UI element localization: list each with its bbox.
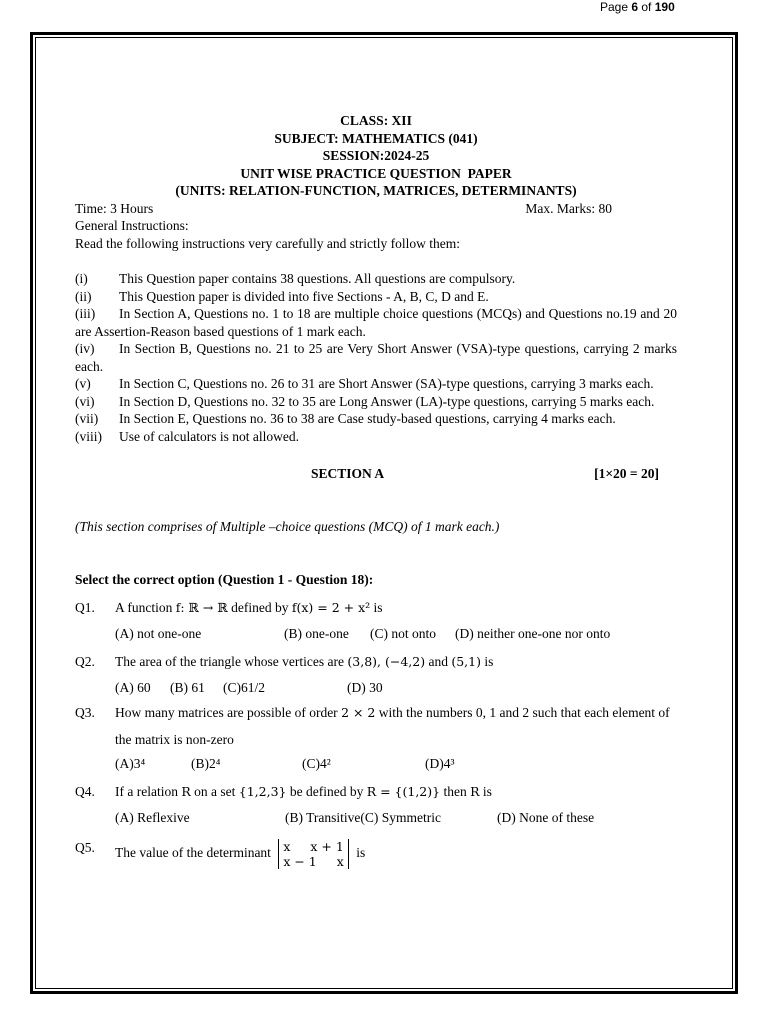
- section-heading: [75, 465, 677, 483]
- instructions-list: [75, 270, 677, 445]
- general-instructions-label: General Instructions:: [75, 218, 189, 233]
- option-a: (A) not one-one: [115, 625, 202, 641]
- option-a: (A) Reflexive: [115, 809, 190, 825]
- option-a: (A) 60: [115, 679, 151, 695]
- option-b: (B) one-one: [284, 625, 349, 641]
- document-content: [75, 112, 677, 869]
- instruction-item: (vii) In Section E, Questions no. 36 to 38 are Case study-based questions, carrying 4 marks each.: [75, 411, 616, 426]
- option-d: (D)4³: [425, 755, 455, 771]
- instruction-item: (ii) This Question paper is divided into five Sections - A, B, C, D and E.: [75, 288, 489, 304]
- instruction-item: (v) In Section C, Questions no. 26 to 31 are Short Answer (SA)-type questions, carrying 3 marks each.: [75, 376, 654, 391]
- question-2: Q2. The area of the triangle whose vertices are (3,8), (−4,2) and (5,1) is: [75, 653, 494, 669]
- instruction-item: (i) This Question paper contains 38 questions. All questions are compulsory.: [75, 271, 516, 286]
- question-4-options: [115, 809, 677, 827]
- question-1: Q1. A function f: ℝ → ℝ defined by f(x) = 2 + x² is: [75, 599, 383, 615]
- determinant: x x + 1 x − 1 x: [278, 839, 349, 869]
- option-d: (D) neither one-one nor onto: [455, 625, 611, 641]
- read-instructions-label: Read the following instructions very carefully and strictly follow them:: [75, 235, 461, 251]
- question-4: Q4. If a relation R on a set {1,2,3} be defined by R = {(1,2)} then R is: [75, 783, 492, 799]
- option-d: (D) None of these: [497, 809, 595, 825]
- instruction-item: (iv) In Section B, Questions no. 21 to 25 are Very Short Answer (VSA)-type questions, carrying 2 marks each.: [75, 341, 677, 374]
- instruction-item: (iii) In Section A, Questions no. 1 to 18 are multiple choice questions (MCQs) and Questions no.19 and 20 are Assertion-Reason based questions of 1 mark each.: [75, 306, 677, 339]
- units-heading: (UNITS: RELATION-FUNCTION, MATRICES, DETERMINANTS): [175, 183, 577, 198]
- question-1-options: [115, 625, 677, 643]
- paper-heading: UNIT WISE PRACTICE QUESTION PAPER: [240, 165, 512, 181]
- question-3: Q3. How many matrices are possible of order 2 × 2 with the numbers 0, 1 and 2 such that each element of the matrix is non-zero: [75, 704, 670, 747]
- question-2-options: [115, 679, 677, 697]
- class-heading: CLASS: XII: [340, 113, 412, 128]
- option-d: (D) 30: [347, 679, 383, 695]
- session-heading: SESSION:2024-25: [322, 148, 430, 163]
- section-note: (This section comprises of Multiple –choice questions (MCQ) of 1 mark each.): [75, 518, 500, 534]
- max-marks-label: Max. Marks: 80: [525, 200, 612, 216]
- page-number: Page 6 of 190: [600, 0, 675, 14]
- subject-heading: SUBJECT: MATHEMATICS (041): [274, 130, 478, 146]
- select-option-label: Select the correct option (Question 1 - Question 18):: [75, 572, 374, 587]
- option-c: (C)61/2: [223, 679, 265, 695]
- instruction-item: (viii) Use of calculators is not allowed.: [75, 428, 299, 444]
- time-marks-row: [75, 200, 677, 218]
- option-a: (A)3⁴: [115, 755, 146, 771]
- option-b: (B) Transitive(C) Symmetric: [285, 809, 441, 825]
- question-5: Q5. The value of the determinant x x + 1 x − 1 x is: [75, 838, 366, 869]
- option-c: (C)4²: [302, 755, 331, 771]
- question-3-options: [115, 755, 677, 773]
- option-c: (C) not onto: [370, 625, 436, 641]
- time-label: Time: 3 Hours: [75, 200, 154, 216]
- option-b: (B) 61: [170, 679, 205, 695]
- instruction-item: (vi) In Section D, Questions no. 32 to 35 are Long Answer (LA)-type questions, carrying 5 marks each.: [75, 393, 655, 409]
- section-marks: [1×20 = 20]: [594, 466, 659, 481]
- option-b: (B)2⁴: [191, 755, 221, 771]
- section-title: SECTION A: [311, 466, 385, 481]
